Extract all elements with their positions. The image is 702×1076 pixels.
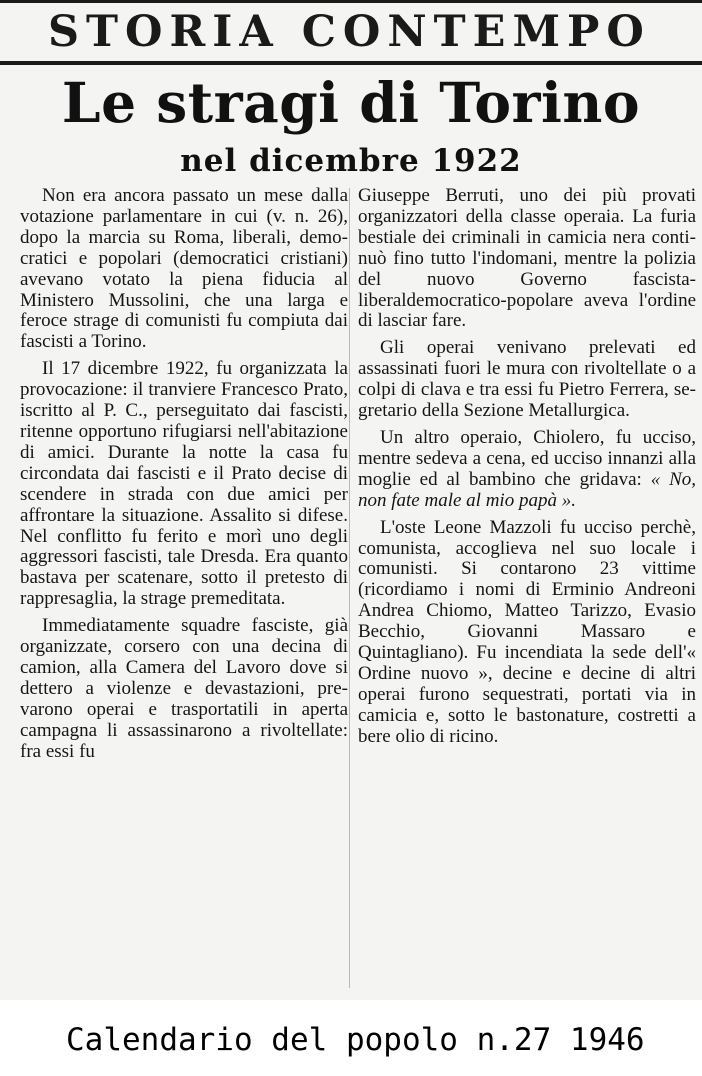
article-column-right bbox=[358, 186, 696, 754]
paragraph: Gli operai venivano prelevati ed assassinati fuori le mura con rivoltellate o a colpi di clava e tra essi fu Pietro Ferrera, segretario della Sezione Metallurgica. bbox=[358, 337, 696, 422]
subheadline: nel dicembre 1922 bbox=[180, 143, 522, 179]
child-quote: « No, non fate male al mio papà ». bbox=[358, 468, 696, 511]
paragraph: L'oste Leone Mazzoli fu ucciso perchè, comunista, accoglieva nel suo locale i comunisti. Si contarono 23 vittime (ricordiamo i nomi di Erminio Andreoni Andrea Chiomo, Matteo Tarizzo, Evasio Becchio, Giovanni Massaro e Quintagliano). Fu incendiata la sede dell'« Ordine nuovo », decine e decine di altri operai furono sequestrati, portati via in camicia e, sotto le bastonature, costretti a bere olio di ricino. bbox=[358, 516, 696, 747]
paragraph-text: Un altro operaio, Chiolero, fu ucciso, mentre sedeva a cena, ed ucciso innanzi alla moglie ed al bambino che gridava: bbox=[358, 426, 696, 490]
source-caption: Calendario del popolo n.27 1946 bbox=[66, 1022, 645, 1058]
paragraph-continuation: Giuseppe Berruti, uno dei più provati organizzatori della classe operaia. La furia bestiale dei criminali in camicia nera continuò fino tutto l'indomani, mentre la polizia del nuovo Governo fascista-liberaldemocratico-popolare aveva l'ordine di lasciar fare. bbox=[358, 185, 696, 332]
paragraph: Immediatamente squadre fasciste, già organizzate, corsero con una decina di camion, alla Camera del Lavoro dove si dettero a violenze e devastazioni, prevarono operai e trasportatili in aperta campagna li assassinarono a rivoltellate: fra essi fu bbox=[20, 615, 348, 762]
column-divider bbox=[349, 188, 350, 988]
header-rule-bottom bbox=[0, 61, 702, 65]
section-title: STORIA CONTEMPO bbox=[48, 7, 651, 57]
paragraph: Il 17 dicembre 1922, fu organizzata la provocazione: il tranviere Francesco Prato, iscritto al P. C., perseguitato dai fascisti, ritenne opportuno rifugiarsi nell'abitazione di amici. Durante la notte la casa fu circondata dai fascisti e il Prato decise di scendere in strada con due amici per affrontare la situazione. Assalito si difese. Nel conflitto fu ferito e morì uno degli aggressori fascisti, tale Dresda. Era quanto bastava per scatenare, sotto il pretesto di rappresaglia, la strage premeditata. bbox=[20, 358, 348, 610]
paragraph bbox=[358, 428, 696, 512]
article-column-left bbox=[20, 186, 348, 768]
paragraph: Non era ancora passato un mese dalla votazione parlamentare in cui (v. n. 26), dopo la marcia su Roma, liberali, democratici e popolari (democratici cristiani) avevano votato la piena fiducia al Ministero Mussolini, che una larga e feroce strage di comunisti fu compiuta dai fascisti a Torino. bbox=[20, 185, 348, 353]
header-rule-top bbox=[0, 0, 702, 3]
headline: Le stragi di Torino bbox=[61, 70, 641, 135]
